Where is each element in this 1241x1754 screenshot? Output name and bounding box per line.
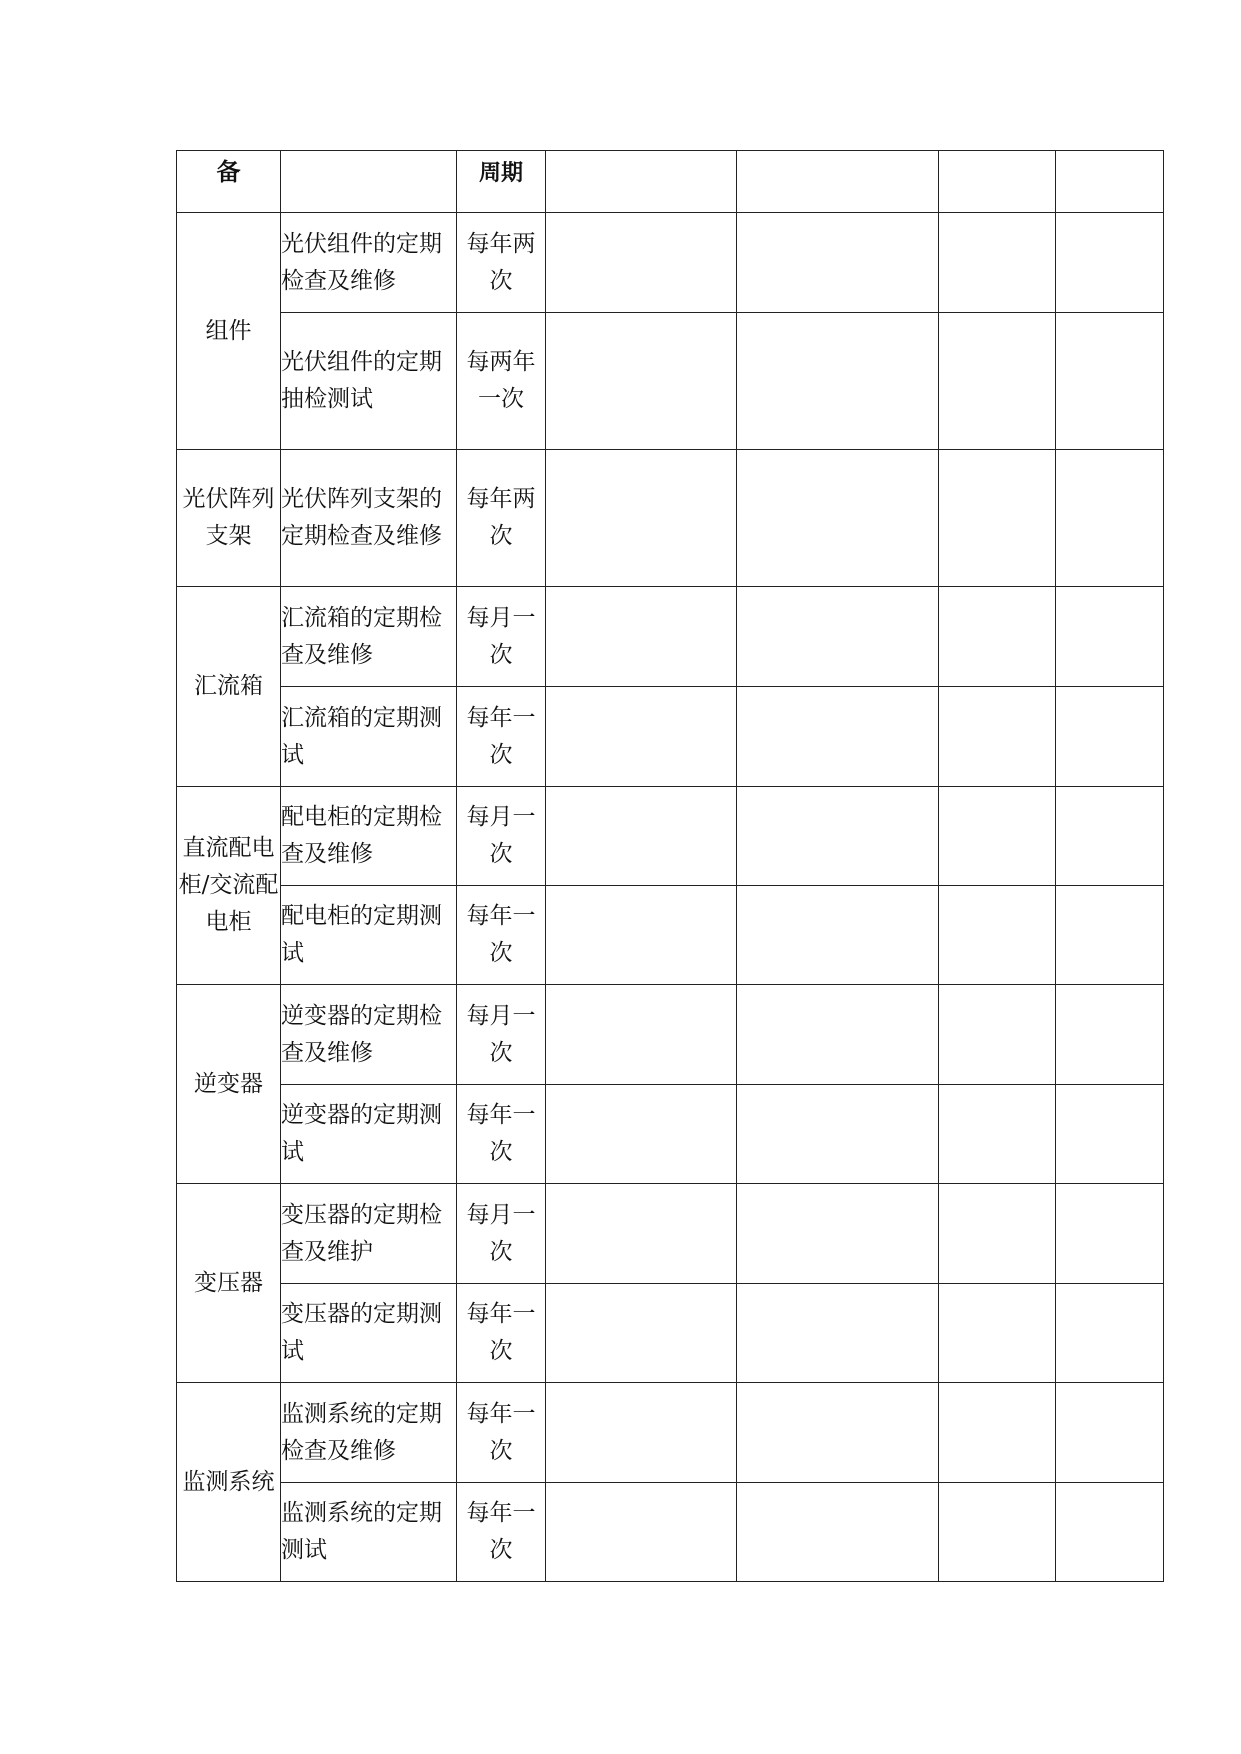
maintenance-table: [176, 150, 1164, 1582]
equipment-cell: 监测系统: [177, 1383, 281, 1582]
blank-cell: [546, 886, 737, 985]
table-row: [177, 886, 1164, 985]
blank-cell: [546, 687, 737, 787]
item-cell: 逆变器的定期测试: [281, 1085, 457, 1184]
item-cell: 逆变器的定期检查及维修: [281, 985, 457, 1085]
cycle-cell: 每月一次: [457, 787, 546, 886]
header-col7: [1056, 151, 1164, 213]
cycle-cell: 每月一次: [457, 587, 546, 687]
blank-cell: [737, 450, 939, 587]
blank-cell: [1056, 1085, 1164, 1184]
table-row: [177, 450, 1164, 587]
blank-cell: [546, 1085, 737, 1184]
blank-cell: [546, 313, 737, 450]
blank-cell: [1056, 587, 1164, 687]
blank-cell: [939, 1483, 1056, 1582]
blank-cell: [546, 1483, 737, 1582]
blank-cell: [737, 886, 939, 985]
blank-cell: [939, 687, 1056, 787]
item-cell: 监测系统的定期检查及维修: [281, 1383, 457, 1483]
cycle-cell: 每年两次: [457, 213, 546, 313]
item-cell: 变压器的定期检查及维护: [281, 1184, 457, 1284]
item-cell: 配电柜的定期检查及维修: [281, 787, 457, 886]
item-cell: 监测系统的定期测试: [281, 1483, 457, 1582]
equipment-cell: 光伏阵列支架: [177, 450, 281, 587]
blank-cell: [737, 1184, 939, 1284]
equipment-cell: 逆变器: [177, 985, 281, 1184]
blank-cell: [737, 1383, 939, 1483]
header-cycle: 周期: [457, 151, 546, 213]
cycle-cell: 每年一次: [457, 1483, 546, 1582]
blank-cell: [1056, 1284, 1164, 1383]
table-row: [177, 587, 1164, 687]
cycle-cell: 每年一次: [457, 687, 546, 787]
blank-cell: [737, 1483, 939, 1582]
blank-cell: [939, 1383, 1056, 1483]
blank-cell: [1056, 886, 1164, 985]
table-row: [177, 1184, 1164, 1284]
blank-cell: [1056, 313, 1164, 450]
item-cell: 变压器的定期测试: [281, 1284, 457, 1383]
table-row: [177, 1085, 1164, 1184]
item-cell: 汇流箱的定期检查及维修: [281, 587, 457, 687]
cycle-cell: 每年一次: [457, 1085, 546, 1184]
header-item: [281, 151, 457, 213]
cycle-cell: 每年一次: [457, 886, 546, 985]
cycle-cell: 每年一次: [457, 1284, 546, 1383]
table-body: [177, 151, 1164, 1582]
blank-cell: [939, 213, 1056, 313]
blank-cell: [546, 1383, 737, 1483]
blank-cell: [1056, 1184, 1164, 1284]
item-cell: 光伏阵列支架的定期检查及维修: [281, 450, 457, 587]
header-col5: [737, 151, 939, 213]
blank-cell: [737, 213, 939, 313]
blank-cell: [1056, 213, 1164, 313]
blank-cell: [939, 450, 1056, 587]
table-row: [177, 1383, 1164, 1483]
blank-cell: [939, 1184, 1056, 1284]
table-row: [177, 213, 1164, 313]
blank-cell: [546, 787, 737, 886]
blank-cell: [1056, 1383, 1164, 1483]
blank-cell: [1056, 687, 1164, 787]
blank-cell: [546, 587, 737, 687]
table-row: [177, 787, 1164, 886]
header-equipment: 备: [177, 151, 281, 213]
blank-cell: [737, 587, 939, 687]
blank-cell: [546, 213, 737, 313]
equipment-cell: 组件: [177, 213, 281, 450]
header-row: [177, 151, 1164, 213]
blank-cell: [737, 687, 939, 787]
blank-cell: [939, 985, 1056, 1085]
cycle-cell: 每年两次: [457, 450, 546, 587]
cycle-cell: 每年一次: [457, 1383, 546, 1483]
header-col6: [939, 151, 1056, 213]
blank-cell: [1056, 985, 1164, 1085]
item-cell: 光伏组件的定期检查及维修: [281, 213, 457, 313]
blank-cell: [737, 985, 939, 1085]
item-cell: 汇流箱的定期测试: [281, 687, 457, 787]
blank-cell: [939, 787, 1056, 886]
blank-cell: [939, 1085, 1056, 1184]
blank-cell: [1056, 787, 1164, 886]
blank-cell: [737, 1284, 939, 1383]
cycle-cell: 每月一次: [457, 1184, 546, 1284]
blank-cell: [939, 587, 1056, 687]
table-row: [177, 1284, 1164, 1383]
table-row: [177, 1483, 1164, 1582]
cycle-cell: 每两年一次: [457, 313, 546, 450]
header-col4: [546, 151, 737, 213]
blank-cell: [737, 313, 939, 450]
item-cell: 光伏组件的定期抽检测试: [281, 313, 457, 450]
blank-cell: [546, 1284, 737, 1383]
blank-cell: [546, 985, 737, 1085]
cycle-cell: 每月一次: [457, 985, 546, 1085]
blank-cell: [1056, 450, 1164, 587]
equipment-cell: 直流配电柜/交流配电柜: [177, 787, 281, 985]
blank-cell: [939, 313, 1056, 450]
table-row: [177, 687, 1164, 787]
blank-cell: [939, 886, 1056, 985]
equipment-cell: 变压器: [177, 1184, 281, 1383]
blank-cell: [737, 1085, 939, 1184]
blank-cell: [939, 1284, 1056, 1383]
equipment-cell: 汇流箱: [177, 587, 281, 787]
table-row: [177, 313, 1164, 450]
item-cell: 配电柜的定期测试: [281, 886, 457, 985]
blank-cell: [737, 787, 939, 886]
blank-cell: [1056, 1483, 1164, 1582]
blank-cell: [546, 450, 737, 587]
blank-cell: [546, 1184, 737, 1284]
table-row: [177, 985, 1164, 1085]
